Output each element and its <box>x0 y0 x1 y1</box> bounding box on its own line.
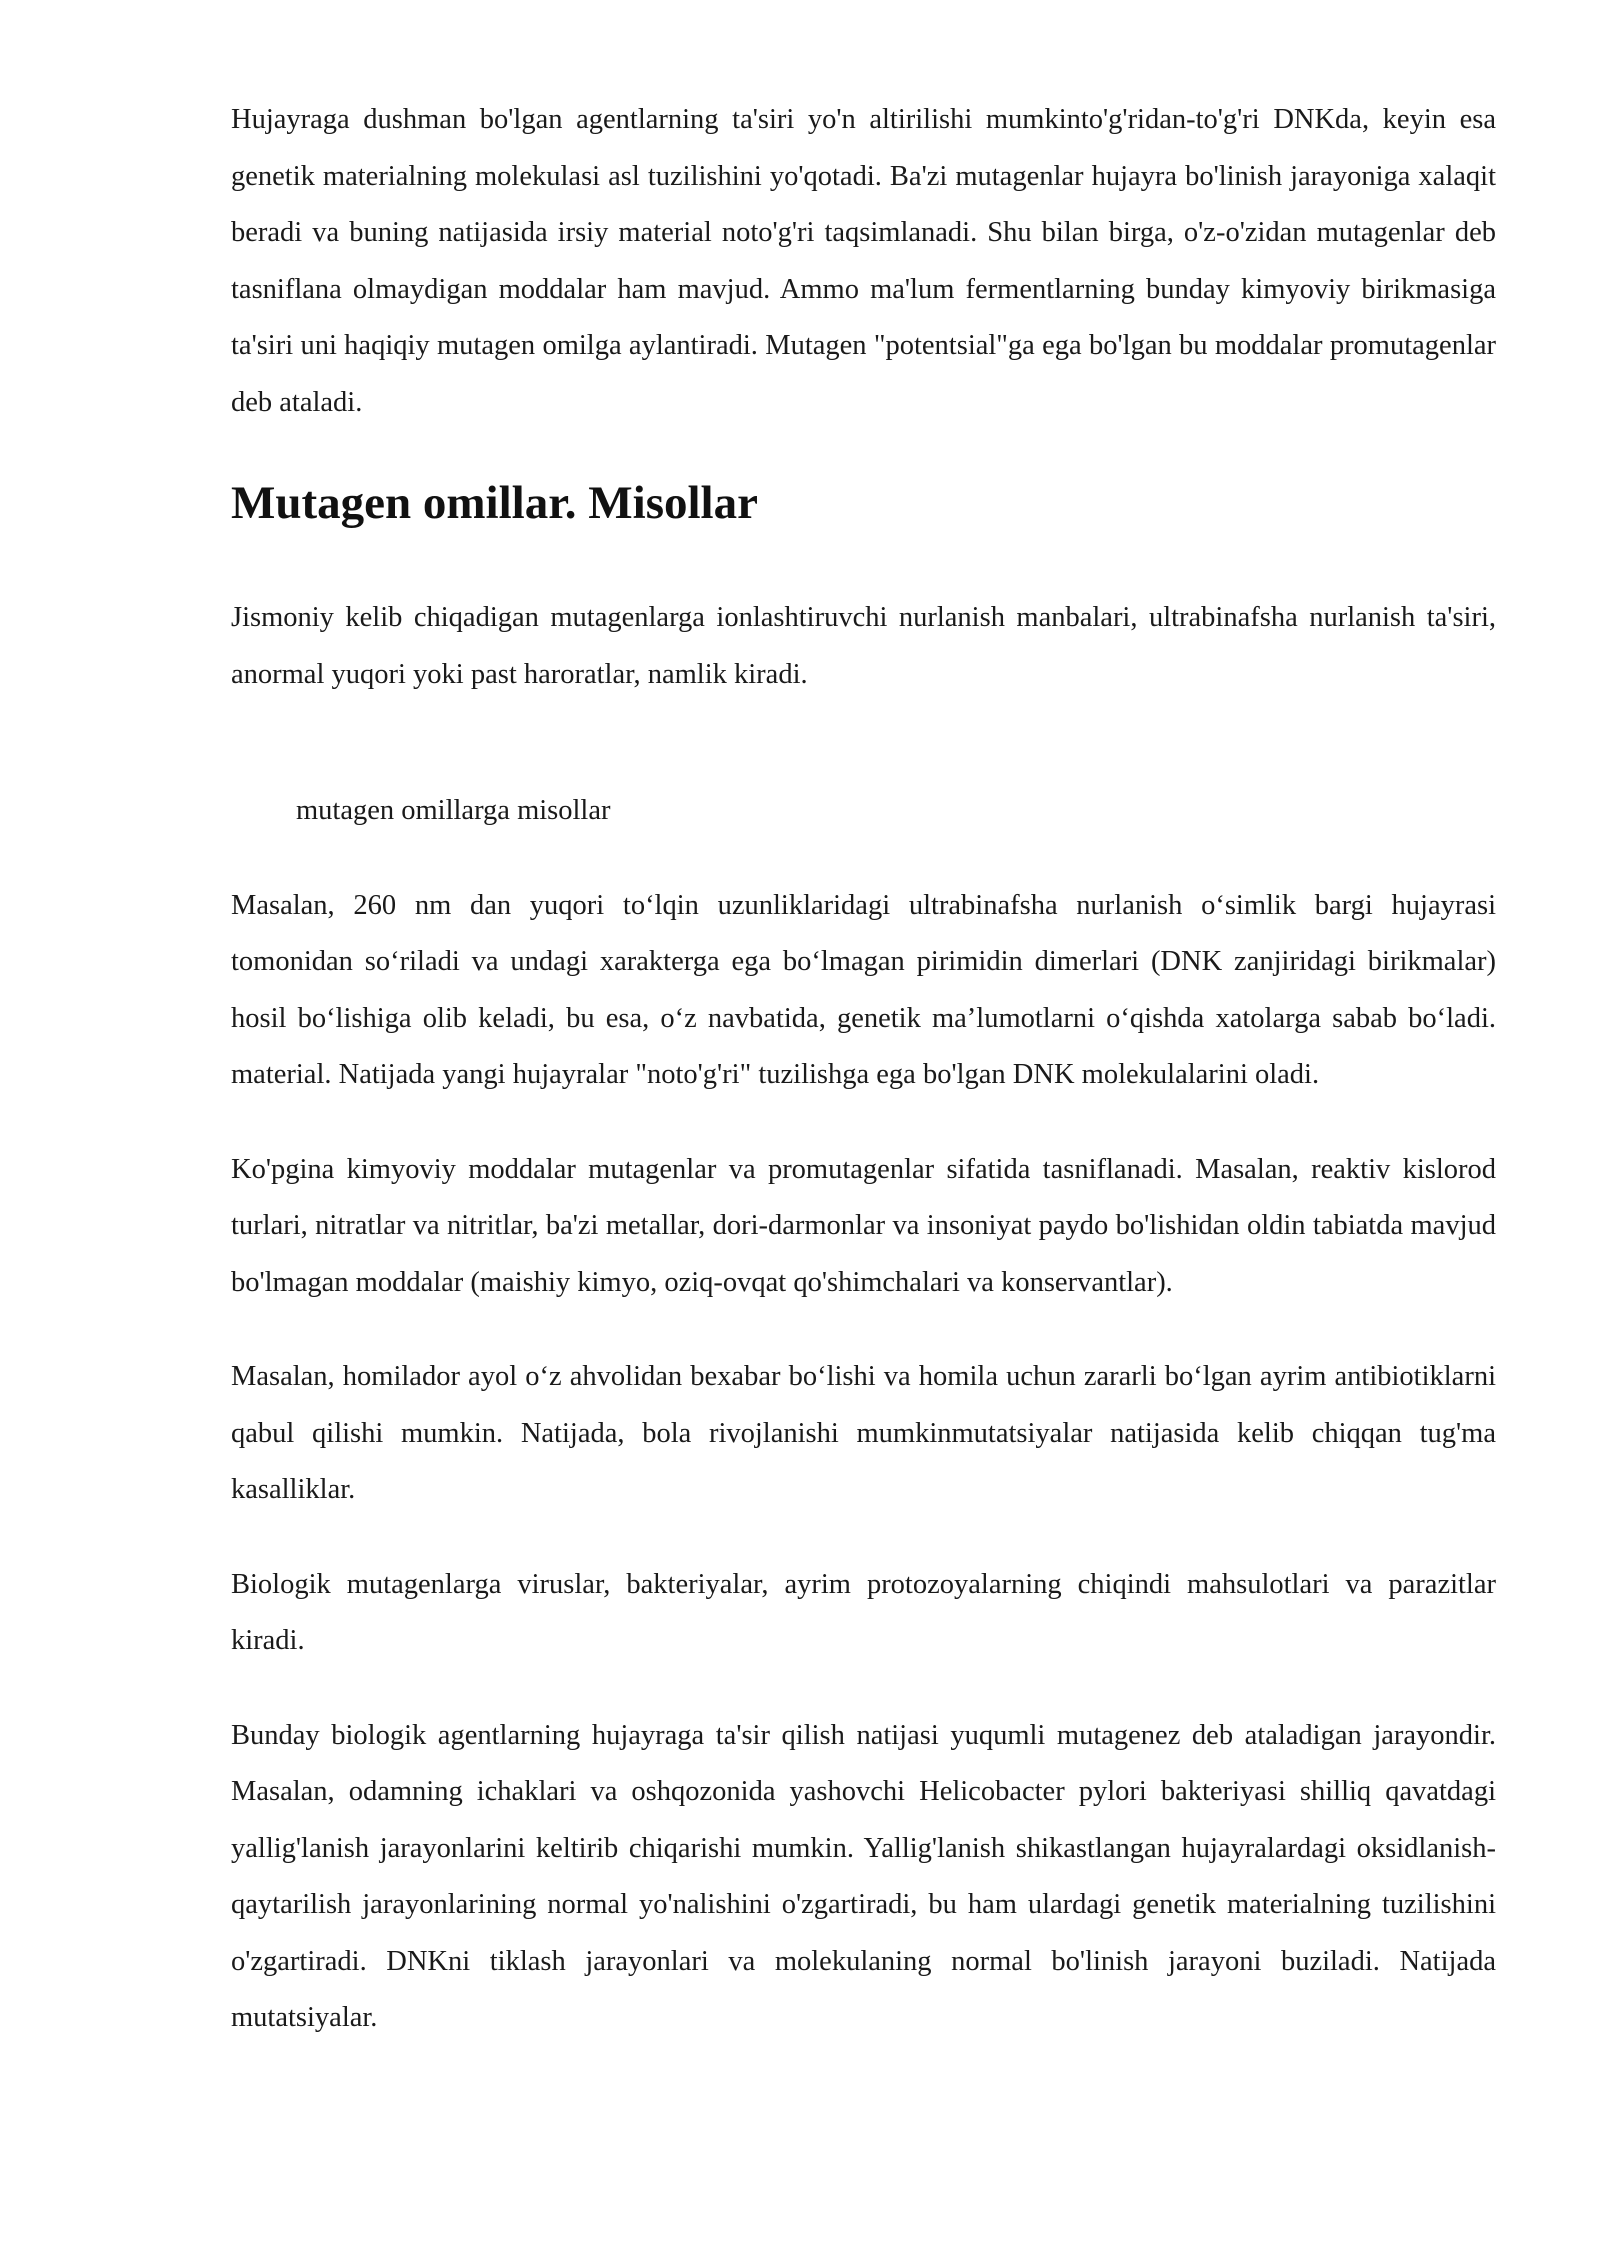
intro-paragraph: Hujayraga dushman bo'lgan agentlarning ta'siri yo'n altirilishi mumkinto'g'ridan-to'g'ri DNKda, keyin esa genetik materialning molekulasi asl tuzilishini yo'qotadi. Ba'zi mutagenlar hujayra bo'linish jarayoniga xalaqit beradi va buning natijasida irsiy material noto'g'ri taqsimlanadi. Shu bilan birga, o'z-o'zidan mutagenlar deb tasniflana olmaydigan moddalar ham mavjud. Ammo ma'lum fermentlarning bunday kimyoviy birikmasiga ta'siri uni haqiqiy mutagen omilga aylantiradi. Mutagen "potentsial"ga ega bo'lgan bu moddalar promutagenlar deb ataladi. <box>231 104 1496 418</box>
infectious-mutagenesis-paragraph: Bunday biologik agentlarning hujayraga ta'sir qilish natijasi yuqumli mutagenez deb ataladigan jarayondir. Masalan, odamning ichaklari va oshqozonida yashovchi Helicobacter pylori bakteriyasi shilliq qavatdagi yallig'lanish jarayonlarini keltirib chiqarishi mumkin. Yallig'lanish shikastlangan hujayralardagi oksidlanish-qaytarilish jarayonlarining normal yo'nalishini o'zgartiradi, bu ham ulardagi genetik materialning tuzilishini o'zgartiradi. DNKni tiklash jarayonlari va molekulaning normal bo'linish jarayoni buziladi. Natijada mutatsiyalar. <box>231 1719 1496 2033</box>
image-caption: mutagen omillarga misollar <box>296 795 611 826</box>
biological-mutagens-paragraph: Biologik mutagenlarga viruslar, bakteriyalar, ayrim protozoyalarning chiqindi mahsulotlari va parazitlar kiradi. <box>231 1568 1496 1656</box>
chemical-mutagens-paragraph: Ko'pgina kimyoviy moddalar mutagenlar va promutagenlar sifatida tasniflanadi. Masalan, reaktiv kislorod turlari, nitratlar va nitritlar, ba'zi metallar, dori-darmonlar va insoniyat paydo bo'lishidan oldin tabiatda mavjud bo'lmagan moddalar (maishiy kimyo, oziq-ovqat qo'shimchalari va konservantlar). <box>231 1153 1496 1298</box>
section-heading: Mutagen omillar. Misollar <box>231 477 758 529</box>
ultraviolet-example-paragraph: Masalan, 260 nm dan yuqori to‘lqin uzunliklaridagi ultrabinafsha nurlanish o‘simlik bargi hujayrasi tomonidan so‘riladi va undagi xarakterga ega bo‘lmagan pirimidin dimerlari (DNK zanjiridagi birikmalar) hosil bo‘lishiga olib keladi, bu esa, o‘z navbatida, genetik ma’lumotlarni o‘qishda xatolarga sabab bo‘ladi. material. Natijada yangi hujayralar "noto'g'ri" tuzilishga ega bo'lgan DNK molekulalarini oladi. <box>231 889 1496 1090</box>
physical-mutagens-paragraph: Jismoniy kelib chiqadigan mutagenlarga ionlashtiruvchi nurlanish manbalari, ultrabinafsha nurlanish ta'siri, anormal yuqori yoki past haroratlar, namlik kiradi. <box>231 602 1496 690</box>
document-page <box>231 92 1496 2047</box>
antibiotics-example-paragraph: Masalan, homilador ayol o‘z ahvolidan bexabar bo‘lishi va homila uchun zararli bo‘lgan ayrim antibiotiklarni qabul qilishi mumkin. Natijada, bola rivojlanishi mumkinmutatsiyalar natijasida kelib chiqqan tug'ma kasalliklar. <box>231 1361 1496 1505</box>
